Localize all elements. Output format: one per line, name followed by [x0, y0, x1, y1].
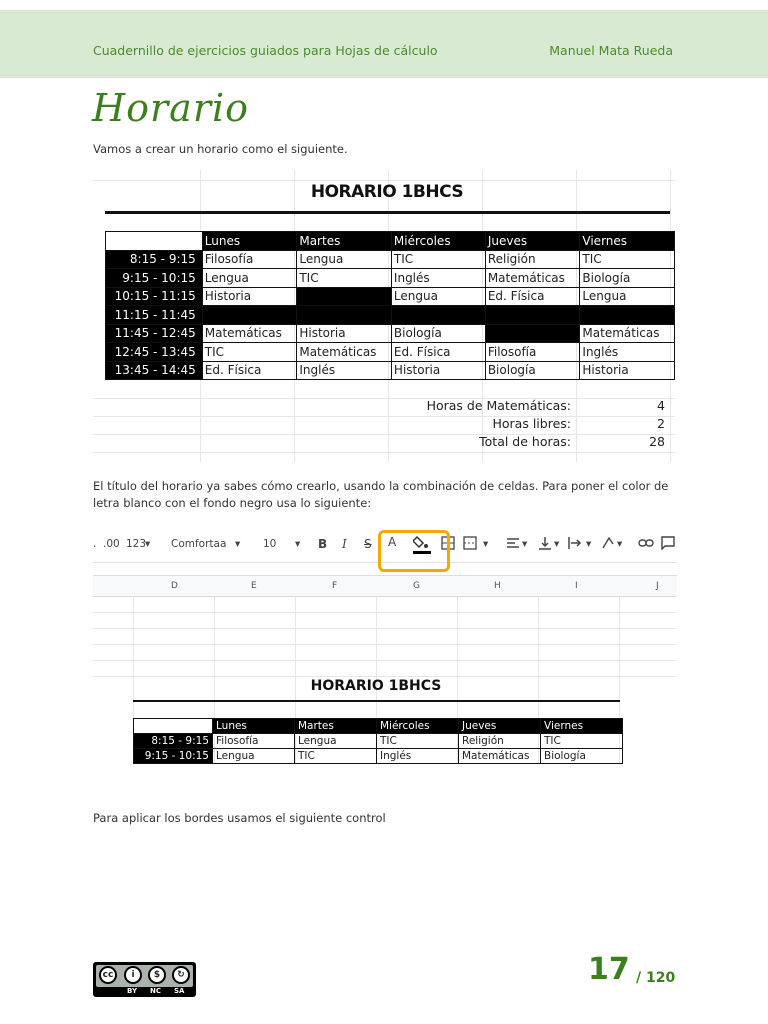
total-label: Horas de Matemáticas: [426, 398, 571, 413]
time-cell: 8:15 - 9:15 [106, 250, 203, 269]
day-header: Miércoles [391, 232, 485, 251]
align-vertical-icon[interactable] [538, 536, 552, 553]
subject-cell: Historia [580, 361, 675, 380]
day-header: Viernes [580, 232, 675, 251]
merge-cells-icon[interactable] [463, 536, 477, 553]
table-row [134, 749, 623, 764]
subject-cell: TIC [391, 250, 485, 269]
time-cell: 11:45 - 12:45 [106, 324, 203, 343]
text-color-button[interactable]: A [388, 535, 397, 549]
table-row-break [106, 306, 675, 325]
column-header[interactable]: J [656, 581, 659, 591]
license-by: BY [127, 987, 138, 995]
license-sa: SA [174, 987, 185, 995]
subject-cell: Biología [485, 361, 580, 380]
blank-cell [297, 287, 392, 306]
subject-cell: Inglés [297, 361, 392, 380]
total-row [105, 416, 671, 434]
break-cell [202, 306, 297, 325]
header-doc-title: Cuadernillo de ejercicios guiados para Hojas de cálculo [93, 43, 438, 58]
time-cell: 13:45 - 14:45 [106, 361, 203, 380]
subject-cell: Inglés [377, 749, 459, 764]
chevron-down-icon: ▾ [554, 538, 560, 550]
subject-cell: Biología [580, 269, 675, 288]
table-row [106, 324, 675, 343]
page-header [0, 10, 768, 78]
subject-cell: TIC [541, 734, 623, 749]
subject-cell: Matemáticas [202, 324, 297, 343]
subject-cell: Lengua [202, 269, 297, 288]
blank-cell [485, 324, 580, 343]
subject-cell: Lengua [295, 734, 377, 749]
table-row [134, 734, 623, 749]
decimals-button[interactable]: .00 [103, 538, 120, 550]
total-value: 2 [657, 416, 665, 431]
subject-cell: Inglés [580, 343, 675, 362]
time-cell: 12:45 - 13:45 [106, 343, 203, 362]
subject-cell: Historia [297, 324, 392, 343]
italic-button[interactable]: I [342, 537, 347, 551]
schedule-table-preview [133, 718, 623, 764]
number-format-button[interactable]: 123 [126, 538, 147, 550]
schedule-title: HORARIO 1BHCS [310, 182, 464, 202]
comment-icon[interactable] [661, 536, 675, 553]
table-row [106, 269, 675, 288]
align-horizontal-icon[interactable] [506, 536, 520, 553]
cc-license-badge [93, 962, 196, 997]
text-wrap-icon[interactable] [568, 536, 582, 553]
table-row [106, 343, 675, 362]
column-header[interactable]: H [494, 581, 501, 591]
chevron-down-icon: ▾ [235, 538, 241, 550]
sharealike-icon: ↻ [172, 966, 190, 984]
subject-cell: Historia [202, 287, 297, 306]
schedule-table [105, 231, 675, 380]
day-header: Lunes [213, 719, 295, 734]
chevron-down-icon: ▾ [586, 538, 592, 550]
table-row [106, 361, 675, 380]
title-underline [105, 211, 670, 214]
schedule-title: HORARIO 1BHCS [310, 678, 442, 694]
chevron-down-icon: ▾ [483, 538, 489, 550]
page-number: 17 [588, 952, 630, 987]
column-header[interactable]: E [251, 581, 257, 591]
subject-cell: Religión [459, 734, 541, 749]
highlight-box [378, 530, 450, 572]
subject-cell: Filosofía [213, 734, 295, 749]
chevron-down-icon: ▾ [617, 538, 623, 550]
corner-cell [134, 719, 213, 734]
subject-cell: Religión [485, 250, 580, 269]
subject-cell: TIC [295, 749, 377, 764]
subject-cell: Filosofía [485, 343, 580, 362]
schedule-example-image [93, 170, 675, 462]
subject-cell: Lengua [297, 250, 392, 269]
subject-cell: Matemáticas [297, 343, 392, 362]
subject-cell: Ed. Física [391, 343, 485, 362]
break-cell [485, 306, 580, 325]
page-title: Horario [92, 86, 250, 130]
intro-paragraph: Vamos a crear un horario como el siguiente. [93, 142, 348, 156]
bold-button[interactable]: B [318, 537, 328, 551]
time-cell: 11:15 - 11:45 [106, 306, 203, 325]
corner-cell [106, 232, 203, 251]
total-row [105, 398, 671, 416]
subject-cell: Lengua [391, 287, 485, 306]
paragraph-borders: Para aplicar los bordes usamos el siguiente control [93, 811, 386, 825]
subject-cell: Inglés [391, 269, 485, 288]
column-header[interactable]: I [575, 581, 578, 591]
overflow-dot-icon[interactable]: . [93, 538, 97, 550]
day-header: Jueves [459, 719, 541, 734]
total-row [105, 434, 671, 452]
column-header[interactable]: G [413, 581, 420, 591]
break-cell [297, 306, 392, 325]
time-cell: 9:15 - 10:15 [134, 749, 213, 764]
attribution-icon: i [124, 966, 142, 984]
total-label: Horas libres: [492, 416, 571, 431]
day-header: Lunes [202, 232, 297, 251]
strikethrough-button[interactable]: S [364, 537, 372, 551]
table-header-row [106, 232, 675, 251]
subject-cell: Historia [391, 361, 485, 380]
subject-cell: Lengua [213, 749, 295, 764]
chevron-down-icon: ▾ [295, 538, 301, 550]
subject-cell: Biología [541, 749, 623, 764]
table-row [106, 287, 675, 306]
font-select[interactable]: Comfortaa [171, 538, 227, 550]
license-nc: NC [150, 987, 161, 995]
subject-cell: Lengua [580, 287, 675, 306]
subject-cell: Matemáticas [485, 269, 580, 288]
day-header: Martes [297, 232, 392, 251]
break-cell [391, 306, 485, 325]
day-header: Martes [295, 719, 377, 734]
paragraph-format: El título del horario ya sabes cómo crearlo, usando la combinación de celdas. Para poner el color de letra blanco con el fondo negro usa lo siguiente: [93, 479, 669, 510]
cc-icon: cc [99, 966, 117, 984]
column-header[interactable]: F [332, 581, 338, 591]
noncommercial-icon: $ [148, 966, 166, 984]
page-total: / 120 [636, 970, 676, 986]
column-header-row [93, 575, 677, 597]
title-underline [133, 700, 620, 702]
column-header[interactable]: D [171, 581, 178, 591]
font-size-select[interactable]: 10 [263, 538, 277, 550]
day-header: Jueves [485, 232, 580, 251]
chevron-down-icon: ▾ [145, 538, 151, 550]
text-rotation-icon[interactable] [601, 536, 615, 553]
day-header: Viernes [541, 719, 623, 734]
table-header-row [134, 719, 623, 734]
header-author: Manuel Mata Rueda [549, 43, 673, 58]
subject-cell: Ed. Física [202, 361, 297, 380]
time-cell: 8:15 - 9:15 [134, 734, 213, 749]
time-cell: 9:15 - 10:15 [106, 269, 203, 288]
total-value: 4 [657, 398, 665, 413]
total-value: 28 [649, 434, 665, 449]
subject-cell: Matemáticas [580, 324, 675, 343]
subject-cell: TIC [202, 343, 297, 362]
table-row [106, 250, 675, 269]
break-cell [580, 306, 675, 325]
subject-cell: Filosofía [202, 250, 297, 269]
time-cell: 10:15 - 11:15 [106, 287, 203, 306]
chevron-down-icon: ▾ [522, 538, 528, 550]
subject-cell: Biología [391, 324, 485, 343]
subject-cell: Matemáticas [459, 749, 541, 764]
toolbar-example-image [93, 528, 677, 764]
link-icon[interactable] [638, 536, 654, 553]
subject-cell: TIC [297, 269, 392, 288]
subject-cell: TIC [377, 734, 459, 749]
total-label: Total de horas: [479, 434, 571, 449]
subject-cell: TIC [580, 250, 675, 269]
day-header: Miércoles [377, 719, 459, 734]
subject-cell: Ed. Física [485, 287, 580, 306]
